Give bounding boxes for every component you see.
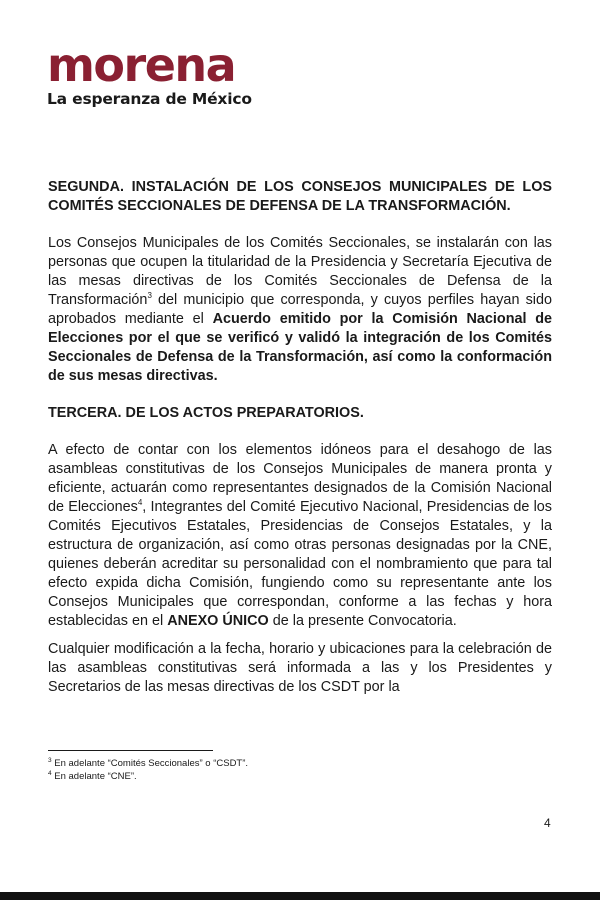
section-heading-tercera: TERCERA. DE LOS ACTOS PREPARATORIOS. xyxy=(48,405,364,421)
footnotes xyxy=(48,757,248,783)
footnote-text: En adelante “CNE”. xyxy=(51,771,137,782)
text-segment: del municipio que corresponda, y cuyos perfiles hayan sido aprobados mediante el xyxy=(48,292,552,327)
document-body xyxy=(48,178,552,715)
text-segment: Los Consejos Municipales de los Comités Seccionales, se instalarán con las personas que ocupen la titularidad de la Presidencia y Secretaría Ejecutiva de las mesas directivas de los Comités Seccionales de Defensa de la Transformación xyxy=(48,235,552,308)
logo-tagline: La esperanza de México xyxy=(47,90,252,108)
bold-text: ANEXO ÚNICO xyxy=(167,613,269,629)
section-heading-segunda: SEGUNDA. INSTALACIÓN DE LOS CONSEJOS MUNICIPALES DE LOS COMITÉS SECCIONALES DE DEFENSA DE LA TRANSFORMACIÓN. xyxy=(48,179,552,214)
footnote-text: En adelante “Comités Seccionales” o “CSDT”. xyxy=(51,758,249,769)
footnote-3 xyxy=(48,757,248,770)
footnote-ref-3: 3 xyxy=(147,291,152,301)
footnote-divider xyxy=(48,750,213,751)
footnote-number: 4 xyxy=(48,769,52,777)
logo-wordmark: morena xyxy=(47,38,236,92)
footnote-4 xyxy=(48,770,248,783)
text-segment: de la presente Convocatoria. xyxy=(268,613,457,629)
page-number: 4 xyxy=(544,816,551,830)
footnote-number: 3 xyxy=(48,756,52,764)
text-segment: , Integrantes del Comité Ejecutivo Nacional, Presidencias de los Comités Ejecutivos Estatales, Presidencias de Consejos Estatales, y la estructura de organización, así como otras personas designadas por la CNE, quienes deberán acreditar su personalidad con el nombramiento que para tal efecto expida dicha Comisión, fungiendo como su representante ante los Consejos Municipales que correspondan, conforme a las fechas y hora establecidas en el xyxy=(48,499,552,629)
paragraph-tercera-1 xyxy=(48,441,552,631)
bottom-edge-bar xyxy=(0,892,600,900)
paragraph-tercera-2: Cualquier modificación a la fecha, horario y ubicaciones para la celebración de las asambleas constitutivas será informada a las y los Presidentes y Secretarios de las mesas directivas de los CSDT por la xyxy=(48,641,552,695)
footnote-ref-4: 4 xyxy=(137,498,143,508)
bold-text: Acuerdo emitido por la Comisión Nacional de Elecciones por el que se verificó y validó la integración de los Comités Seccionales de Defensa de la Transformación, así como la conformación de sus mesas directivas. xyxy=(48,311,553,384)
text-segment: A efecto de contar con los elementos idóneos para el desahogo de las asambleas constitutivas de los Consejos Municipales de manera pronta y eficiente, actuarán como representantes designados de la Comisión Nacional de Elecciones xyxy=(48,442,552,515)
paragraph-segunda xyxy=(48,234,552,386)
party-logo xyxy=(47,38,252,108)
